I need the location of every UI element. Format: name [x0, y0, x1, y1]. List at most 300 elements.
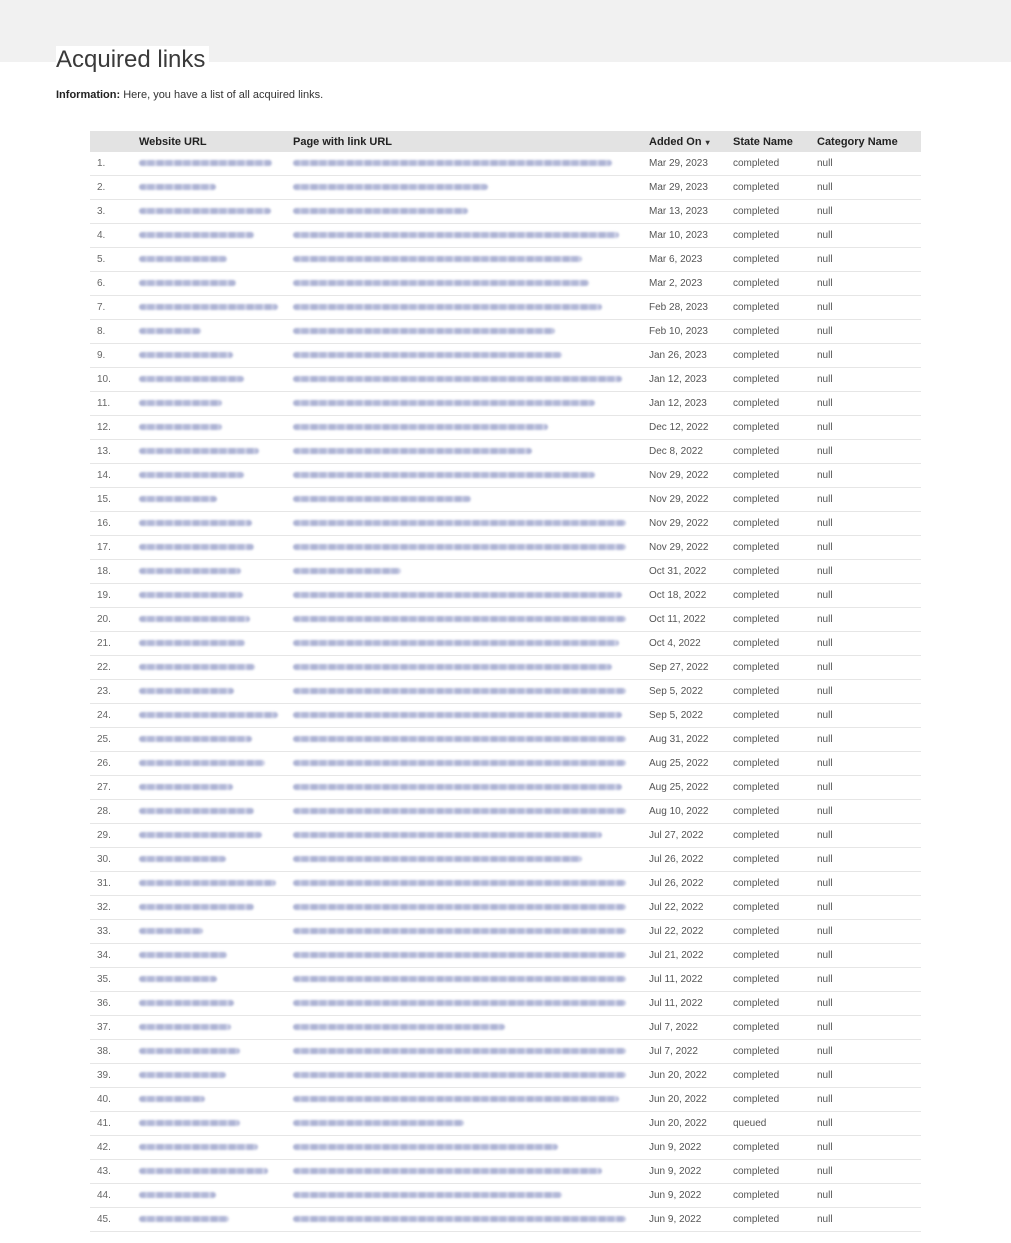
website-url-link[interactable] — [139, 520, 252, 526]
website-url-link[interactable] — [139, 448, 259, 454]
added-on-cell: Mar 2, 2023 — [645, 272, 729, 296]
page-url-cell — [289, 248, 645, 272]
website-url-link[interactable] — [139, 352, 233, 358]
page-url-link[interactable] — [293, 832, 602, 838]
page-url-link[interactable] — [293, 328, 555, 334]
page-url-link[interactable] — [293, 952, 626, 958]
table-row — [90, 1208, 921, 1232]
added-on-cell: Jul 22, 2022 — [645, 896, 729, 920]
website-url-link[interactable] — [139, 1168, 268, 1174]
page-url-link[interactable] — [293, 760, 626, 766]
page-url-cell — [289, 776, 645, 800]
table-row — [90, 920, 921, 944]
row-number: 40. — [90, 1088, 135, 1112]
website-url-link[interactable] — [139, 544, 254, 550]
state-name-cell: completed — [729, 1136, 813, 1160]
category-name-cell: null — [813, 440, 921, 464]
category-name-cell: null — [813, 1160, 921, 1184]
page-url-cell — [289, 1160, 645, 1184]
website-url-link[interactable] — [139, 592, 243, 598]
row-number-header — [90, 131, 135, 152]
category-name-cell: null — [813, 728, 921, 752]
page-url-link[interactable] — [293, 472, 595, 478]
page-url-cell — [289, 536, 645, 560]
website-url-cell — [135, 512, 289, 536]
website-url-cell — [135, 992, 289, 1016]
row-number: 31. — [90, 872, 135, 896]
website-url-link[interactable] — [139, 760, 265, 766]
category-name-cell: null — [813, 1208, 921, 1232]
state-name-cell: completed — [729, 920, 813, 944]
website-url-link[interactable] — [139, 616, 250, 622]
added-on-cell: Dec 8, 2022 — [645, 440, 729, 464]
table-row — [90, 1088, 921, 1112]
added-on-cell: Jul 7, 2022 — [645, 1016, 729, 1040]
row-number: 14. — [90, 464, 135, 488]
category-name-cell: null — [813, 224, 921, 248]
website-url-cell — [135, 1208, 289, 1232]
website-url-cell — [135, 296, 289, 320]
category-name-cell: null — [813, 320, 921, 344]
page-url-cell — [289, 944, 645, 968]
page-url-cell — [289, 344, 645, 368]
category-name-cell: null — [813, 752, 921, 776]
website-url-link[interactable] — [139, 664, 255, 670]
category-name-cell: null — [813, 1016, 921, 1040]
website-url-cell — [135, 776, 289, 800]
added-on-cell: Aug 10, 2022 — [645, 800, 729, 824]
row-number: 33. — [90, 920, 135, 944]
website-url-link[interactable] — [139, 1120, 240, 1126]
page-url-cell — [289, 1088, 645, 1112]
table-row — [90, 1184, 921, 1208]
page-url-link[interactable] — [293, 304, 602, 310]
category-name-cell: null — [813, 776, 921, 800]
website-url-link[interactable] — [139, 640, 245, 646]
page-url-cell — [289, 704, 645, 728]
table-row — [90, 728, 921, 752]
website-url-link[interactable] — [139, 304, 278, 310]
website-url-link[interactable] — [139, 1000, 234, 1006]
category-name-cell: null — [813, 944, 921, 968]
state-name-cell: completed — [729, 488, 813, 512]
page-url-link[interactable] — [293, 400, 595, 406]
state-name-cell: completed — [729, 464, 813, 488]
category-name-cell: null — [813, 464, 921, 488]
website-url-link[interactable] — [139, 1096, 205, 1102]
row-number: 26. — [90, 752, 135, 776]
page-url-cell — [289, 1136, 645, 1160]
page-url-link[interactable] — [293, 1216, 626, 1222]
page-url-link[interactable] — [293, 160, 612, 166]
page-url-link[interactable] — [293, 208, 468, 214]
website-url-link[interactable] — [139, 328, 201, 334]
state-name-cell: completed — [729, 1184, 813, 1208]
row-number: 38. — [90, 1040, 135, 1064]
page-url-link[interactable] — [293, 1120, 464, 1126]
category-name-cell: null — [813, 992, 921, 1016]
state-name-cell: completed — [729, 968, 813, 992]
added-on-cell: Oct 11, 2022 — [645, 608, 729, 632]
page-url-cell — [289, 320, 645, 344]
page-url-cell — [289, 152, 645, 176]
table-row — [90, 560, 921, 584]
page-url-cell — [289, 176, 645, 200]
state-name-cell: completed — [729, 776, 813, 800]
page-url-cell — [289, 872, 645, 896]
website-url-link[interactable] — [139, 496, 217, 502]
table-row — [90, 344, 921, 368]
website-url-cell — [135, 920, 289, 944]
page-url-link[interactable] — [293, 1168, 602, 1174]
state-name-cell: completed — [729, 1088, 813, 1112]
table-row — [90, 584, 921, 608]
state-name-cell: completed — [729, 896, 813, 920]
page-url-link[interactable] — [293, 1096, 619, 1102]
table-row — [90, 1160, 921, 1184]
page-url-link[interactable] — [293, 664, 612, 670]
page-url-link[interactable] — [293, 784, 622, 790]
state-name-cell: completed — [729, 344, 813, 368]
row-number: 39. — [90, 1064, 135, 1088]
website-url-cell — [135, 1088, 289, 1112]
table-row — [90, 824, 921, 848]
page-url-link[interactable] — [293, 976, 626, 982]
table-row — [90, 896, 921, 920]
page-url-cell — [289, 416, 645, 440]
added-on-cell: Mar 29, 2023 — [645, 176, 729, 200]
category-name-cell: null — [813, 1064, 921, 1088]
row-number: 42. — [90, 1136, 135, 1160]
website-url-link[interactable] — [139, 1048, 240, 1054]
page-url-link[interactable] — [293, 592, 622, 598]
added-on-cell: Aug 31, 2022 — [645, 728, 729, 752]
page-url-link[interactable] — [293, 1144, 558, 1150]
website-url-link[interactable] — [139, 160, 272, 166]
page-url-link[interactable] — [293, 424, 548, 430]
website-url-link[interactable] — [139, 280, 236, 286]
table-row — [90, 872, 921, 896]
row-number: 32. — [90, 896, 135, 920]
category-name-cell: null — [813, 800, 921, 824]
page-url-link[interactable] — [293, 856, 582, 862]
website-url-cell — [135, 1160, 289, 1184]
table-row — [90, 632, 921, 656]
website-url-link[interactable] — [139, 904, 254, 910]
category-name-header[interactable]: Category Name — [813, 131, 921, 152]
row-number: 2. — [90, 176, 135, 200]
website-url-link[interactable] — [139, 808, 254, 814]
page-url-link[interactable] — [293, 880, 626, 886]
table-row — [90, 680, 921, 704]
website-url-link[interactable] — [139, 424, 222, 430]
website-url-cell — [135, 608, 289, 632]
row-number: 1. — [90, 152, 135, 176]
website-url-cell — [135, 536, 289, 560]
added-on-cell: Jan 12, 2023 — [645, 368, 729, 392]
added-on-cell: Mar 13, 2023 — [645, 200, 729, 224]
added-on-cell: Sep 5, 2022 — [645, 680, 729, 704]
page-url-link[interactable] — [293, 808, 626, 814]
website-url-link[interactable] — [139, 232, 254, 238]
page-url-link[interactable] — [293, 1048, 626, 1054]
added-on-cell: Oct 18, 2022 — [645, 584, 729, 608]
page-url-cell — [289, 608, 645, 632]
table-row — [90, 776, 921, 800]
state-name-cell: completed — [729, 320, 813, 344]
website-url-link[interactable] — [139, 184, 216, 190]
website-url-link[interactable] — [139, 400, 222, 406]
table-row — [90, 656, 921, 680]
row-number: 19. — [90, 584, 135, 608]
website-url-link[interactable] — [139, 928, 203, 934]
state-name-cell: completed — [729, 704, 813, 728]
row-number: 13. — [90, 440, 135, 464]
page-url-cell — [289, 632, 645, 656]
page-url-cell — [289, 1112, 645, 1136]
table-row — [90, 800, 921, 824]
page-url-cell — [289, 464, 645, 488]
row-number: 20. — [90, 608, 135, 632]
category-name-cell: null — [813, 296, 921, 320]
page-url-link[interactable] — [293, 1192, 562, 1198]
website-url-cell — [135, 560, 289, 584]
website-url-cell — [135, 1112, 289, 1136]
category-name-cell: null — [813, 680, 921, 704]
state-name-cell: completed — [729, 632, 813, 656]
page-url-link[interactable] — [293, 280, 589, 286]
page-url-link[interactable] — [293, 640, 619, 646]
row-number: 10. — [90, 368, 135, 392]
page-url-link[interactable] — [293, 352, 562, 358]
category-name-cell: null — [813, 584, 921, 608]
website-url-cell — [135, 320, 289, 344]
website-url-cell — [135, 1064, 289, 1088]
added-on-cell: Jul 27, 2022 — [645, 824, 729, 848]
website-url-link[interactable] — [139, 976, 217, 982]
row-number: 7. — [90, 296, 135, 320]
state-name-cell: completed — [729, 752, 813, 776]
added-on-cell: Jun 9, 2022 — [645, 1136, 729, 1160]
page-url-link[interactable] — [293, 520, 626, 526]
website-url-cell — [135, 656, 289, 680]
category-name-cell: null — [813, 656, 921, 680]
table-row — [90, 152, 921, 176]
website-url-cell — [135, 368, 289, 392]
category-name-cell: null — [813, 512, 921, 536]
website-url-link[interactable] — [139, 784, 233, 790]
state-name-cell: completed — [729, 176, 813, 200]
website-url-cell — [135, 632, 289, 656]
page-url-link[interactable] — [293, 184, 488, 190]
page-url-link[interactable] — [293, 496, 471, 502]
category-name-cell: null — [813, 968, 921, 992]
category-name-cell: null — [813, 1136, 921, 1160]
page-url-link[interactable] — [293, 1072, 626, 1078]
website-url-cell — [135, 248, 289, 272]
category-name-cell: null — [813, 1184, 921, 1208]
row-number: 24. — [90, 704, 135, 728]
state-name-cell: completed — [729, 608, 813, 632]
category-name-cell: null — [813, 200, 921, 224]
website-url-cell — [135, 464, 289, 488]
state-name-cell: completed — [729, 848, 813, 872]
added-on-cell: Jun 9, 2022 — [645, 1208, 729, 1232]
website-url-cell — [135, 848, 289, 872]
row-number: 8. — [90, 320, 135, 344]
page-url-link[interactable] — [293, 232, 619, 238]
website-url-link[interactable] — [139, 736, 252, 742]
added-on-header-label: Added On — [649, 135, 702, 148]
category-name-cell: null — [813, 152, 921, 176]
page-url-cell — [289, 992, 645, 1016]
added-on-cell: Sep 5, 2022 — [645, 704, 729, 728]
page-url-link[interactable] — [293, 544, 626, 550]
website-url-link[interactable] — [139, 208, 271, 214]
added-on-cell: Mar 10, 2023 — [645, 224, 729, 248]
website-url-cell — [135, 200, 289, 224]
category-name-cell: null — [813, 176, 921, 200]
page-url-link[interactable] — [293, 568, 401, 574]
page-url-link[interactable] — [293, 1024, 505, 1030]
page-url-link[interactable] — [293, 904, 626, 910]
page-url-cell — [289, 200, 645, 224]
added-on-cell: Aug 25, 2022 — [645, 752, 729, 776]
page-url-cell — [289, 728, 645, 752]
row-number: 17. — [90, 536, 135, 560]
website-url-link[interactable] — [139, 376, 244, 382]
added-on-cell: Feb 28, 2023 — [645, 296, 729, 320]
page-url-cell — [289, 680, 645, 704]
row-number: 6. — [90, 272, 135, 296]
row-number: 35. — [90, 968, 135, 992]
website-url-link[interactable] — [139, 1192, 216, 1198]
category-name-cell: null — [813, 392, 921, 416]
category-name-cell: null — [813, 344, 921, 368]
added-on-cell: Sep 27, 2022 — [645, 656, 729, 680]
table-row — [90, 176, 921, 200]
table-row — [90, 1064, 921, 1088]
website-url-link[interactable] — [139, 688, 234, 694]
website-url-link[interactable] — [139, 1144, 258, 1150]
page-url-link[interactable] — [293, 1000, 626, 1006]
website-url-link[interactable] — [139, 1024, 231, 1030]
website-url-link[interactable] — [139, 1216, 229, 1222]
page-url-header[interactable]: Page with link URL — [289, 131, 645, 152]
page-url-cell — [289, 1184, 645, 1208]
page-url-cell — [289, 800, 645, 824]
page-url-link[interactable] — [293, 688, 626, 694]
website-url-link[interactable] — [139, 568, 241, 574]
page-url-link[interactable] — [293, 256, 582, 262]
added-on-cell: Jun 20, 2022 — [645, 1112, 729, 1136]
website-url-link[interactable] — [139, 832, 262, 838]
category-name-cell: null — [813, 872, 921, 896]
page-url-cell — [289, 1016, 645, 1040]
state-name-cell: completed — [729, 1208, 813, 1232]
row-number: 29. — [90, 824, 135, 848]
website-url-cell — [135, 752, 289, 776]
added-on-cell: Jan 12, 2023 — [645, 392, 729, 416]
table-row — [90, 224, 921, 248]
website-url-link[interactable] — [139, 256, 227, 262]
page-url-link[interactable] — [293, 736, 626, 742]
page-url-link[interactable] — [293, 928, 626, 934]
state-name-header[interactable]: State Name — [729, 131, 813, 152]
table-row — [90, 848, 921, 872]
page-url-cell — [289, 224, 645, 248]
website-url-link[interactable] — [139, 856, 226, 862]
added-on-header[interactable] — [645, 131, 729, 152]
state-name-cell: completed — [729, 272, 813, 296]
state-name-cell: completed — [729, 152, 813, 176]
table-row — [90, 1040, 921, 1064]
state-name-cell: completed — [729, 368, 813, 392]
page-url-cell — [289, 1040, 645, 1064]
added-on-cell: Aug 25, 2022 — [645, 776, 729, 800]
added-on-cell: Nov 29, 2022 — [645, 488, 729, 512]
added-on-cell: Feb 10, 2023 — [645, 320, 729, 344]
state-name-cell: completed — [729, 1040, 813, 1064]
row-number: 27. — [90, 776, 135, 800]
website-url-header[interactable]: Website URL — [135, 131, 289, 152]
website-url-cell — [135, 440, 289, 464]
category-name-cell: null — [813, 824, 921, 848]
row-number: 43. — [90, 1160, 135, 1184]
state-name-cell: completed — [729, 224, 813, 248]
category-name-cell: null — [813, 920, 921, 944]
page-url-link[interactable] — [293, 448, 532, 454]
page-url-link[interactable] — [293, 712, 622, 718]
row-number: 12. — [90, 416, 135, 440]
page-url-cell — [289, 440, 645, 464]
category-name-cell: null — [813, 632, 921, 656]
added-on-cell: Nov 29, 2022 — [645, 464, 729, 488]
state-name-cell: completed — [729, 536, 813, 560]
category-name-cell: null — [813, 896, 921, 920]
website-url-cell — [135, 152, 289, 176]
website-url-link[interactable] — [139, 472, 244, 478]
website-url-link[interactable] — [139, 880, 276, 886]
website-url-link[interactable] — [139, 712, 278, 718]
page-url-link[interactable] — [293, 376, 622, 382]
state-name-cell: completed — [729, 992, 813, 1016]
added-on-cell: Jul 26, 2022 — [645, 872, 729, 896]
table-row — [90, 752, 921, 776]
page-url-cell — [289, 656, 645, 680]
table-row — [90, 272, 921, 296]
state-name-cell: completed — [729, 512, 813, 536]
added-on-cell: Mar 6, 2023 — [645, 248, 729, 272]
website-url-cell — [135, 896, 289, 920]
website-url-cell — [135, 944, 289, 968]
row-number: 3. — [90, 200, 135, 224]
website-url-link[interactable] — [139, 1072, 226, 1078]
website-url-link[interactable] — [139, 952, 227, 958]
page-title: Acquired links — [56, 46, 209, 74]
table-row — [90, 968, 921, 992]
table-row — [90, 464, 921, 488]
row-number: 30. — [90, 848, 135, 872]
row-number: 44. — [90, 1184, 135, 1208]
added-on-cell: Nov 29, 2022 — [645, 536, 729, 560]
state-name-cell: completed — [729, 728, 813, 752]
added-on-cell: Jun 20, 2022 — [645, 1088, 729, 1112]
state-name-cell: queued — [729, 1112, 813, 1136]
added-on-cell: Jul 11, 2022 — [645, 968, 729, 992]
page-url-link[interactable] — [293, 616, 626, 622]
table-row — [90, 440, 921, 464]
